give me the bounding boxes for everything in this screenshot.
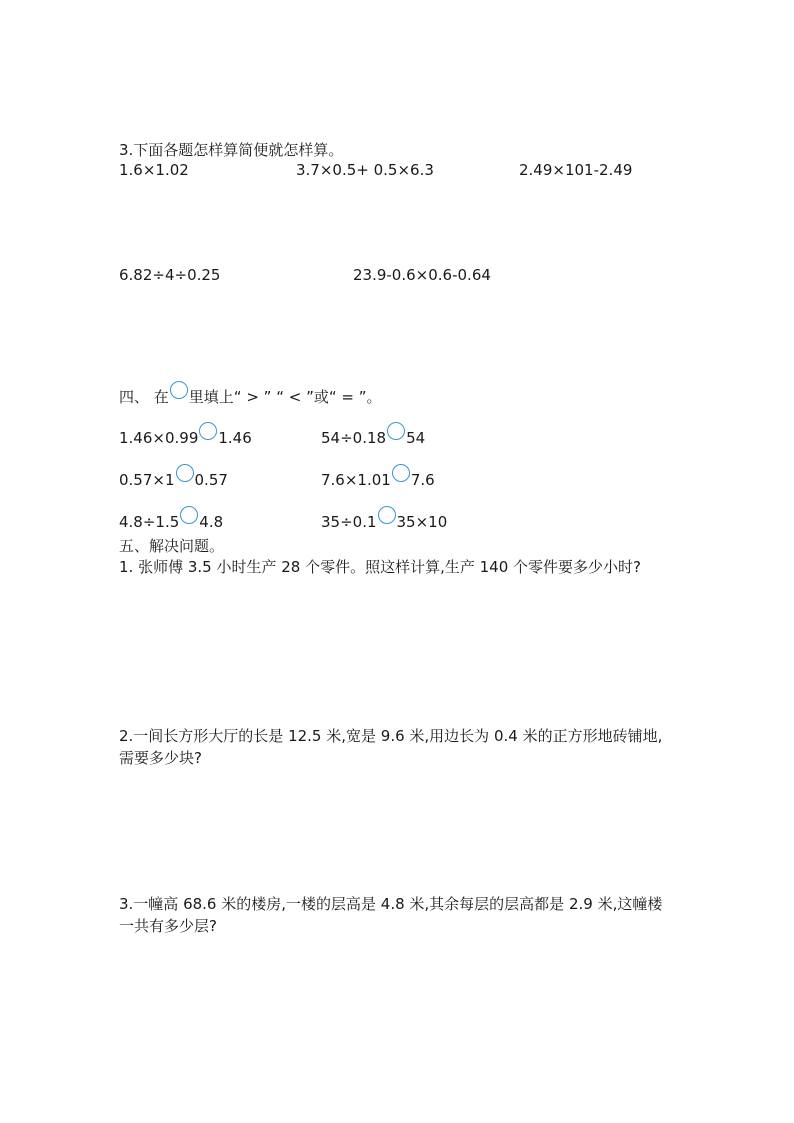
section4-title-prefix: 四、 在	[119, 388, 169, 406]
compare-item	[321, 464, 435, 490]
compare-left: 4.8÷1.5	[119, 513, 180, 531]
section4-title-suffix: 里填上“ > ” “ < ”或“ = ”。	[188, 388, 382, 406]
compare-right: 54	[406, 429, 426, 447]
section4-title	[119, 381, 382, 407]
word-problem-2-line1: 2.一间长方形大厅的长是 12.5 米,宽是 9.6 米,用边长为 0.4 米的正方形地砖铺地,	[119, 727, 663, 745]
calc-problem: 1.6×1.02	[119, 161, 189, 179]
compare-item	[119, 422, 252, 448]
compare-blank-circle[interactable]	[180, 506, 198, 524]
compare-blank-circle[interactable]	[392, 464, 410, 482]
word-problem-1: 1. 张师傅 3.5 小时生产 28 个零件。照这样计算,生产 140 个零件要多少小时?	[119, 558, 641, 576]
compare-item	[321, 506, 447, 532]
compare-left: 0.57×1	[119, 471, 175, 489]
blank-circle-icon	[170, 381, 188, 399]
word-problem-3-line1: 3.一幢高 68.6 米的楼房,一楼的层高是 4.8 米,其余每层的层高都是 2.9 米,这幢楼	[119, 895, 663, 913]
calc-problem: 6.82÷4÷0.25	[119, 266, 221, 284]
compare-item	[119, 506, 223, 532]
compare-blank-circle[interactable]	[378, 506, 396, 524]
compare-right: 7.6	[410, 471, 435, 489]
compare-item	[321, 422, 425, 448]
word-problem-2-line2: 需要多少块?	[119, 749, 202, 767]
compare-left: 1.46×0.99	[119, 429, 199, 447]
calc-problem: 23.9-0.6×0.6-0.64	[353, 266, 491, 284]
compare-blank-circle[interactable]	[199, 422, 217, 440]
calc-problem: 2.49×101-2.49	[519, 161, 633, 179]
section3-title: 3.下面各题怎样算简便就怎样算。	[119, 141, 344, 159]
compare-right: 0.57	[194, 471, 228, 489]
compare-item	[119, 464, 228, 490]
compare-blank-circle[interactable]	[176, 464, 194, 482]
compare-blank-circle[interactable]	[387, 422, 405, 440]
compare-left: 54÷0.18	[321, 429, 387, 447]
section5-title: 五、解决问题。	[119, 537, 225, 555]
compare-right: 35×10	[396, 513, 448, 531]
compare-left: 35÷0.1	[321, 513, 377, 531]
compare-left: 7.6×1.01	[321, 471, 391, 489]
compare-right: 1.46	[218, 429, 252, 447]
compare-right: 4.8	[199, 513, 224, 531]
calc-problem: 3.7×0.5+ 0.5×6.3	[296, 161, 434, 179]
word-problem-3-line2: 一共有多少层?	[119, 917, 217, 935]
